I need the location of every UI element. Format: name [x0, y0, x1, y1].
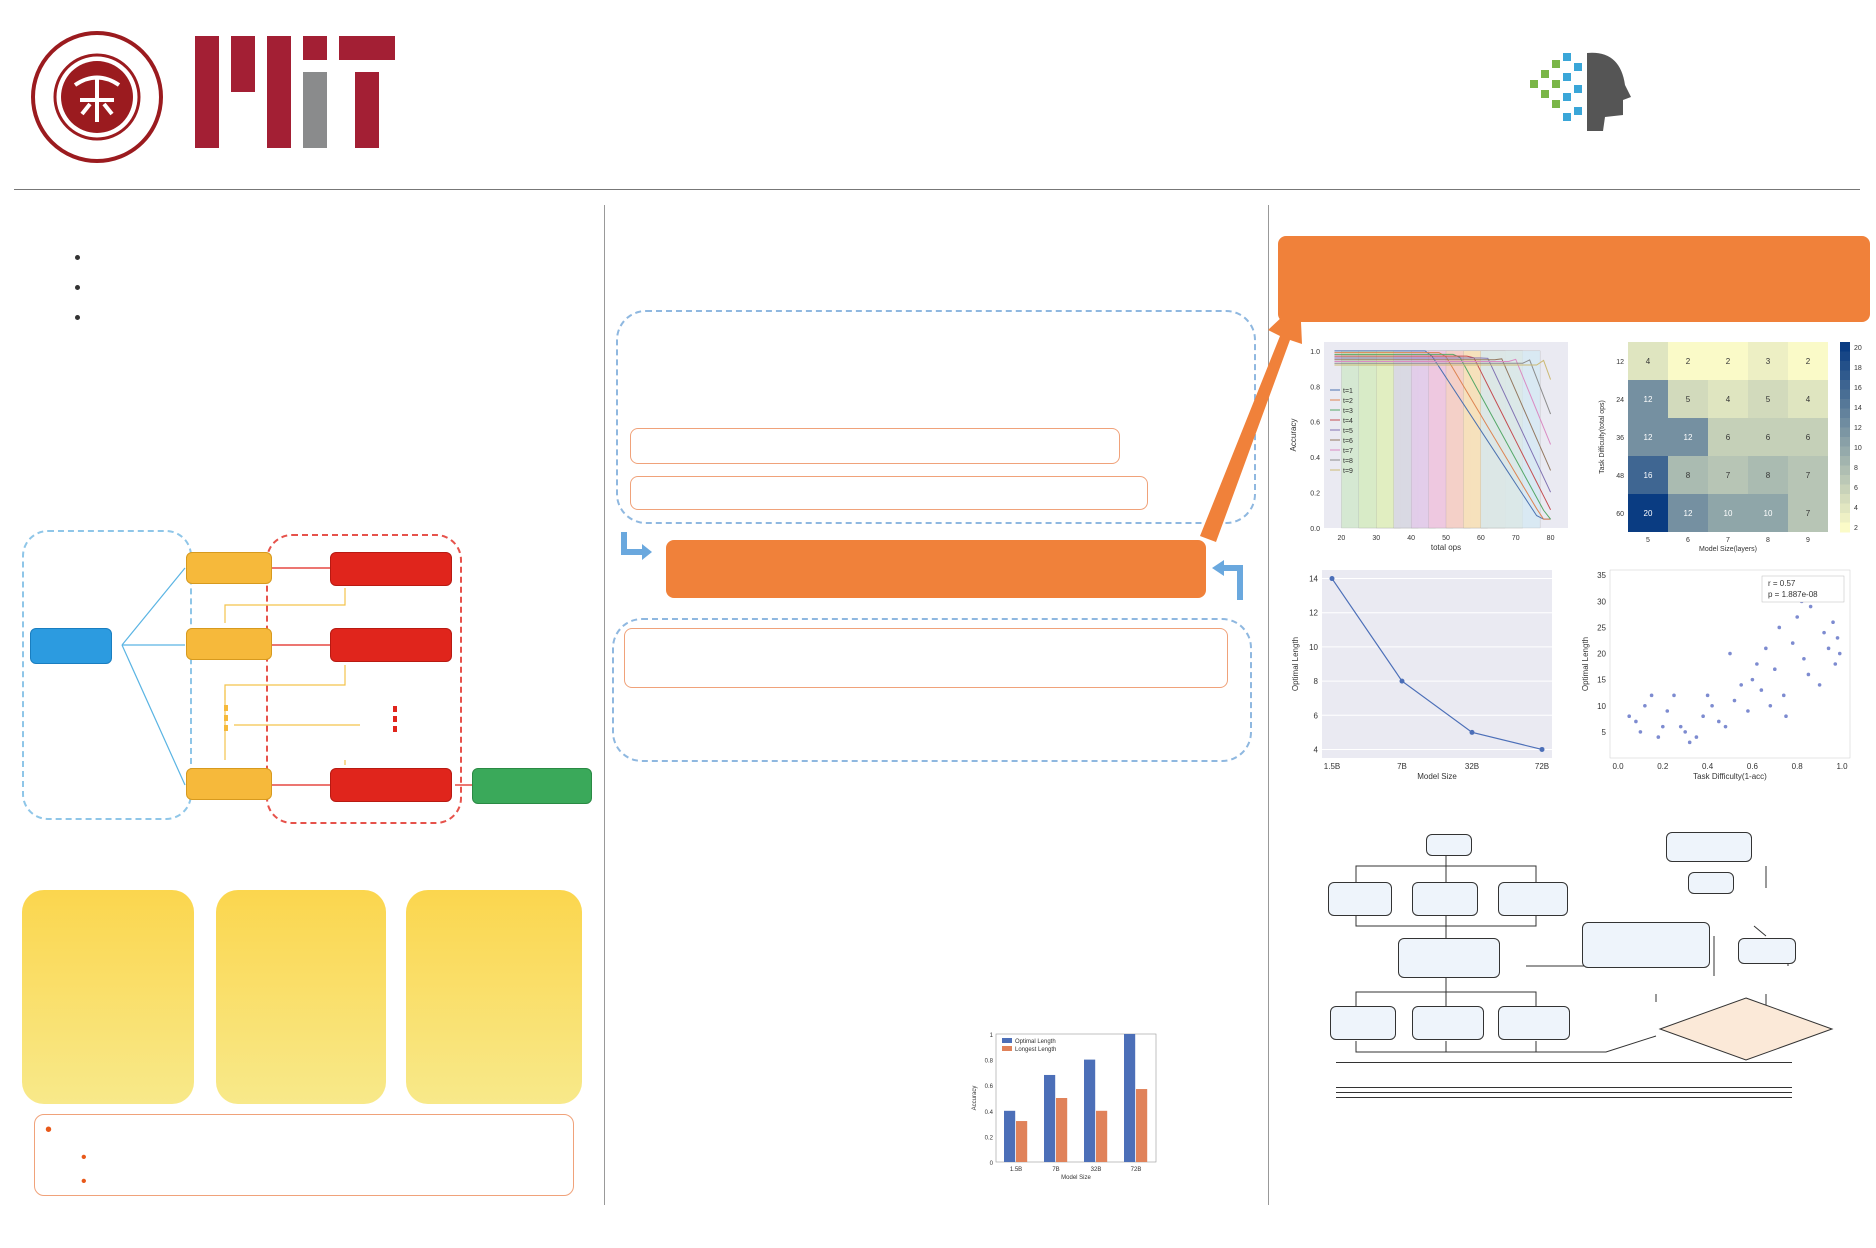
vote-flowchart — [1326, 826, 1846, 1066]
col-method — [1412, 1063, 1488, 1088]
y-tick-label: 6 — [1313, 711, 1318, 721]
colorbar-label: 14 — [1854, 405, 1862, 412]
r-value: r = 0.57 — [1768, 579, 1796, 588]
col-model — [1336, 1063, 1412, 1088]
colorbar-segment — [1840, 390, 1850, 400]
y-tick-label: 1 — [989, 1033, 993, 1039]
y-tick-label: 0.6 — [984, 1084, 993, 1091]
y-tick-label: 20 — [1597, 649, 1606, 659]
y-tick-label: 0.6 — [1310, 419, 1320, 427]
difficulty-band — [1481, 351, 1540, 528]
cot-length-m-box — [1412, 1006, 1484, 1040]
cot-length-M-box — [1498, 1006, 1570, 1040]
y-axis-label: Accuracy — [972, 1085, 978, 1111]
heatmap-value: 4 — [1725, 395, 1731, 404]
one-step-card — [406, 890, 582, 1104]
x-tick-label: 80 — [1546, 535, 1555, 542]
heatmap-value: 6 — [1765, 433, 1771, 442]
legend-label: t=7 — [1343, 448, 1353, 455]
x-tick-label: 7B — [1397, 762, 1407, 771]
x-tick-label: 20 — [1337, 535, 1346, 542]
x-tick-label: 0.8 — [1791, 762, 1803, 771]
cot-grows-box: • • • — [34, 1114, 574, 1196]
data-point — [1540, 747, 1545, 752]
heatmap-value: 7 — [1725, 471, 1731, 480]
data-point — [1777, 626, 1781, 630]
x-tick-label: 0.2 — [1657, 762, 1669, 771]
colorbar-segment — [1840, 523, 1850, 533]
pku-logo — [30, 30, 164, 164]
legend-label: t=1 — [1343, 388, 1353, 395]
x-tick-label: 72B — [1534, 762, 1550, 771]
data-point — [1724, 725, 1728, 729]
colorbar-label: 20 — [1854, 345, 1862, 352]
y-tick-label: 10 — [1597, 701, 1606, 711]
heatmap-value: 12 — [1643, 433, 1653, 442]
colorbar-segment — [1840, 456, 1850, 466]
data-point — [1836, 636, 1840, 640]
data-point — [1795, 615, 1799, 619]
x-tick-label: 32B — [1090, 1167, 1102, 1173]
y-tick-label: 24 — [1616, 397, 1624, 404]
accuracy-vs-ops-chart — [1284, 336, 1574, 556]
right-bracket-arrow-icon — [1210, 560, 1244, 600]
data-point — [1769, 704, 1773, 708]
data-point — [1330, 576, 1335, 581]
heatmap-value: 7 — [1805, 471, 1811, 480]
x-tick-label: 5 — [1646, 537, 1650, 544]
accuracy-trend-callout — [666, 540, 1206, 598]
x-tick-label: 7B — [1052, 1167, 1060, 1173]
y-tick-label: 0.4 — [984, 1109, 993, 1116]
select-answers-box — [1582, 922, 1710, 968]
y-tick-label: 0 — [989, 1161, 993, 1167]
y-tick-label: 10 — [1309, 642, 1318, 652]
y-tick-label: 12 — [1309, 608, 1318, 618]
decision-diamond — [1658, 996, 1834, 1062]
heatmap-value: 8 — [1765, 471, 1771, 480]
colorbar-segment — [1840, 437, 1850, 447]
data-point — [1717, 720, 1721, 724]
data-point — [1822, 631, 1826, 635]
colorbar-segment — [1840, 352, 1850, 362]
scatter-chart — [1574, 562, 1866, 790]
cot-diagram — [20, 500, 600, 830]
data-point — [1683, 730, 1687, 734]
legend-swatch — [1002, 1046, 1012, 1051]
y-tick-label: 12 — [1616, 359, 1624, 366]
bar — [1136, 1089, 1147, 1162]
data-point — [1634, 720, 1638, 724]
contributions-list — [68, 242, 578, 332]
y-axis-label: Optimal Length — [1291, 636, 1300, 692]
header-divider — [14, 189, 1860, 190]
legend-label: Longest Length — [1015, 1047, 1057, 1053]
large-model-chart — [936, 822, 1196, 1012]
colorbar-segment — [1840, 485, 1850, 495]
data-point — [1827, 647, 1831, 651]
y-tick-label: 0.2 — [1310, 490, 1320, 498]
x-tick-label: 40 — [1407, 535, 1416, 542]
legend-label: t=6 — [1343, 438, 1353, 445]
colorbar-segment — [1840, 504, 1850, 514]
data-point — [1739, 683, 1743, 687]
data-point — [1470, 730, 1475, 735]
colorbar-segment — [1840, 466, 1850, 476]
left-bracket-arrow-icon — [620, 532, 654, 560]
y-tick-label: 5 — [1601, 727, 1606, 737]
colorbar-segment — [1840, 494, 1850, 504]
candidate-cn-box — [1498, 882, 1568, 916]
mit-logo — [195, 36, 395, 148]
data-point — [1802, 657, 1806, 661]
sub-answer-1-box — [330, 552, 452, 586]
data-point — [1833, 662, 1837, 666]
colorbar-label: 6 — [1854, 485, 1858, 492]
data-point — [1784, 714, 1788, 718]
linear-error-box — [630, 428, 1120, 464]
data-point — [1679, 725, 1683, 729]
data-point — [1650, 694, 1654, 698]
data-point — [1782, 694, 1786, 698]
heatmap-value: 5 — [1765, 395, 1771, 404]
bar — [1044, 1075, 1055, 1162]
data-point — [1639, 730, 1643, 734]
x-tick-label: 50 — [1442, 535, 1450, 542]
y-tick-label: 60 — [1616, 511, 1624, 518]
data-point — [1672, 694, 1676, 698]
deepseek-chart — [656, 1028, 912, 1184]
qwen-bar-chart — [966, 1028, 1166, 1184]
data-point — [1733, 699, 1737, 703]
data-point — [1643, 704, 1647, 708]
data-point — [1831, 620, 1835, 624]
colorbar-segment — [1840, 513, 1850, 523]
colorbar-segment — [1840, 399, 1850, 409]
colorbar-label: 16 — [1854, 385, 1862, 392]
heatmap-value: 6 — [1805, 433, 1811, 442]
legend-label: t=8 — [1343, 458, 1353, 465]
bar — [1004, 1111, 1015, 1162]
step-1-box — [186, 552, 272, 584]
final-answer-box — [472, 768, 592, 804]
two-steps-card — [216, 890, 386, 1104]
legend-label: t=3 — [1343, 408, 1353, 415]
legend-label: Optimal Length — [1015, 1039, 1056, 1045]
x-tick-label: 1.5B — [1009, 1167, 1023, 1173]
results-table — [1336, 1063, 1792, 1098]
heatmap-value: 12 — [1683, 433, 1693, 442]
heatmap-value: 4 — [1805, 395, 1811, 404]
heatmap-value: 12 — [1683, 509, 1693, 518]
plot-area — [1322, 570, 1552, 758]
data-point — [1701, 714, 1705, 718]
colorbar-segment — [1840, 409, 1850, 419]
legend-swatch — [1002, 1038, 1012, 1043]
contribution-item — [92, 272, 578, 301]
data-point — [1760, 688, 1764, 692]
col-samples — [1488, 1063, 1792, 1085]
heatmap-value: 2 — [1685, 357, 1691, 366]
data-point — [1695, 735, 1699, 739]
data-point — [1773, 667, 1777, 671]
heatmap-value: 10 — [1763, 509, 1773, 518]
small-model-chart — [650, 822, 910, 1012]
colorbar-label: 10 — [1854, 445, 1862, 452]
heatmap-value: 16 — [1643, 471, 1653, 480]
data-point — [1818, 683, 1822, 687]
x-tick-label: 7 — [1726, 537, 1730, 544]
x-tick-label: 8 — [1766, 537, 1770, 544]
colorbar-label: 2 — [1854, 525, 1858, 532]
x-tick-label: 30 — [1372, 535, 1381, 542]
p-value: p = 1.887e-08 — [1768, 590, 1818, 599]
legend-label: t=9 — [1343, 468, 1353, 475]
y-tick-label: 0.0 — [1310, 526, 1320, 533]
vote-node — [1688, 872, 1734, 894]
four-steps-card — [22, 890, 194, 1104]
heatmap-chart — [1588, 334, 1868, 556]
bar — [1016, 1121, 1027, 1162]
y-tick-label: 14 — [1309, 574, 1318, 584]
total-task-box — [30, 628, 112, 664]
colorbar-label: 8 — [1854, 465, 1858, 472]
data-point — [1665, 709, 1669, 713]
random-error-text — [624, 628, 1228, 688]
data-point — [1791, 641, 1795, 645]
colorbar-segment — [1840, 447, 1850, 457]
y-axis-label: Accuracy — [1289, 418, 1298, 452]
data-point — [1728, 652, 1732, 656]
heatmap-value: 4 — [1645, 357, 1651, 366]
group-answers-box — [1398, 938, 1500, 978]
x-axis-label: Model Size — [1061, 1175, 1091, 1181]
heatmap-value: 12 — [1643, 395, 1653, 404]
data-point — [1710, 704, 1714, 708]
heatmap-value: 10 — [1723, 509, 1733, 518]
x-tick-label: 70 — [1511, 535, 1520, 542]
colorbar-segment — [1840, 361, 1850, 371]
data-point — [1657, 735, 1661, 739]
heatmap-value: 5 — [1685, 395, 1691, 404]
heatmap-value: 3 — [1765, 357, 1771, 366]
x-tick-label: 72B — [1130, 1167, 1142, 1173]
results-table-wrap — [1336, 1062, 1792, 1098]
y-tick-label: 0.4 — [1310, 455, 1320, 463]
discard-node — [1738, 938, 1796, 964]
x-tick-label: 0.6 — [1746, 762, 1758, 771]
final-answer-node — [1666, 832, 1752, 862]
legend-label: t=4 — [1343, 418, 1353, 425]
sub-answer-2-box — [330, 628, 452, 662]
y-axis-label: Task Difficulty(total ops) — [1599, 400, 1606, 474]
x-tick-label: 1.5B — [1323, 762, 1341, 771]
x-tick-label: 32B — [1464, 762, 1480, 771]
data-point — [1688, 741, 1692, 745]
data-point — [1627, 714, 1631, 718]
y-tick-label: 4 — [1313, 745, 1318, 755]
x-tick-label: 0.0 — [1612, 762, 1624, 771]
data-point — [1807, 673, 1811, 677]
data-point — [1706, 694, 1710, 698]
colorbar-segment — [1840, 371, 1850, 381]
optimal-length-vs-size-chart — [1282, 562, 1562, 790]
cot-length-1-box — [1330, 1006, 1396, 1040]
colorbar-label: 18 — [1854, 365, 1862, 372]
y-tick-label: 30 — [1597, 597, 1606, 607]
data-point — [1764, 647, 1768, 651]
column-divider-1 — [604, 205, 605, 1205]
bar — [1096, 1111, 1107, 1162]
x-axis-label: Model Size — [1417, 772, 1457, 781]
legend-label: t=2 — [1343, 398, 1353, 405]
x-axis-label: total ops — [1430, 543, 1462, 552]
y-tick-label: 0.8 — [984, 1058, 993, 1065]
heatmap-value: 2 — [1725, 357, 1731, 366]
sub-answer-n-box — [330, 768, 452, 802]
bar — [1124, 1034, 1135, 1162]
y-tick-label: 1.0 — [1310, 348, 1320, 356]
data-point — [1809, 605, 1813, 609]
model-fqb-box — [1426, 834, 1472, 856]
colorbar-segment — [1840, 428, 1850, 438]
data-point — [1746, 709, 1750, 713]
definitions — [632, 248, 1232, 314]
candidate-dots-box — [1412, 882, 1478, 916]
x-axis-label: Model Size(layers) — [1699, 546, 1757, 553]
y-tick-label: 0.2 — [984, 1135, 993, 1142]
y-tick-label: 8 — [1313, 677, 1318, 687]
colorbar-segment — [1840, 418, 1850, 428]
heatmap-value: 7 — [1805, 509, 1811, 518]
mt-findings-box — [1278, 236, 1870, 322]
colorbar-label: 12 — [1854, 425, 1862, 432]
legend-label: t=5 — [1343, 428, 1353, 435]
colorbar-segment — [1840, 342, 1850, 352]
x-tick-label: 6 — [1686, 537, 1690, 544]
y-axis-label: Optimal Length — [1581, 636, 1590, 692]
bar — [1084, 1060, 1095, 1162]
y-tick-label: 15 — [1597, 675, 1606, 685]
x-tick-label: 60 — [1476, 535, 1485, 542]
x-tick-label: 9 — [1806, 537, 1810, 544]
colorbar-label: 4 — [1854, 505, 1858, 512]
bar — [1056, 1098, 1067, 1162]
heatmap-value: 8 — [1685, 471, 1691, 480]
data-point — [1751, 678, 1755, 682]
data-point — [1838, 652, 1842, 656]
y-tick-label: 36 — [1616, 435, 1624, 442]
x-tick-label: 1.0 — [1836, 762, 1848, 771]
data-point — [1661, 725, 1665, 729]
colorbar-segment — [1840, 380, 1850, 390]
data-point — [1755, 662, 1759, 666]
y-tick-label: 0.8 — [1310, 384, 1320, 392]
y-tick-label: 48 — [1616, 473, 1624, 480]
general-error-box — [630, 476, 1148, 510]
heatmap-value: 2 — [1805, 357, 1811, 366]
candidate-c1-box — [1328, 882, 1392, 916]
step-2-box — [186, 628, 272, 660]
y-tick-label: 25 — [1597, 623, 1606, 633]
contribution-item — [92, 302, 578, 331]
data-point — [1400, 679, 1405, 684]
y-tick-label: 35 — [1597, 571, 1606, 581]
step-n-box — [186, 768, 272, 800]
x-tick-label: 0.4 — [1702, 762, 1714, 771]
contribution-item — [92, 242, 578, 271]
iclr-mark-icon — [1525, 45, 1635, 135]
heatmap-value: 6 — [1725, 433, 1731, 442]
heatmap-value: 20 — [1643, 509, 1653, 518]
x-axis-label: Task Difficulty(1-acc) — [1693, 772, 1767, 781]
colorbar-segment — [1840, 475, 1850, 485]
